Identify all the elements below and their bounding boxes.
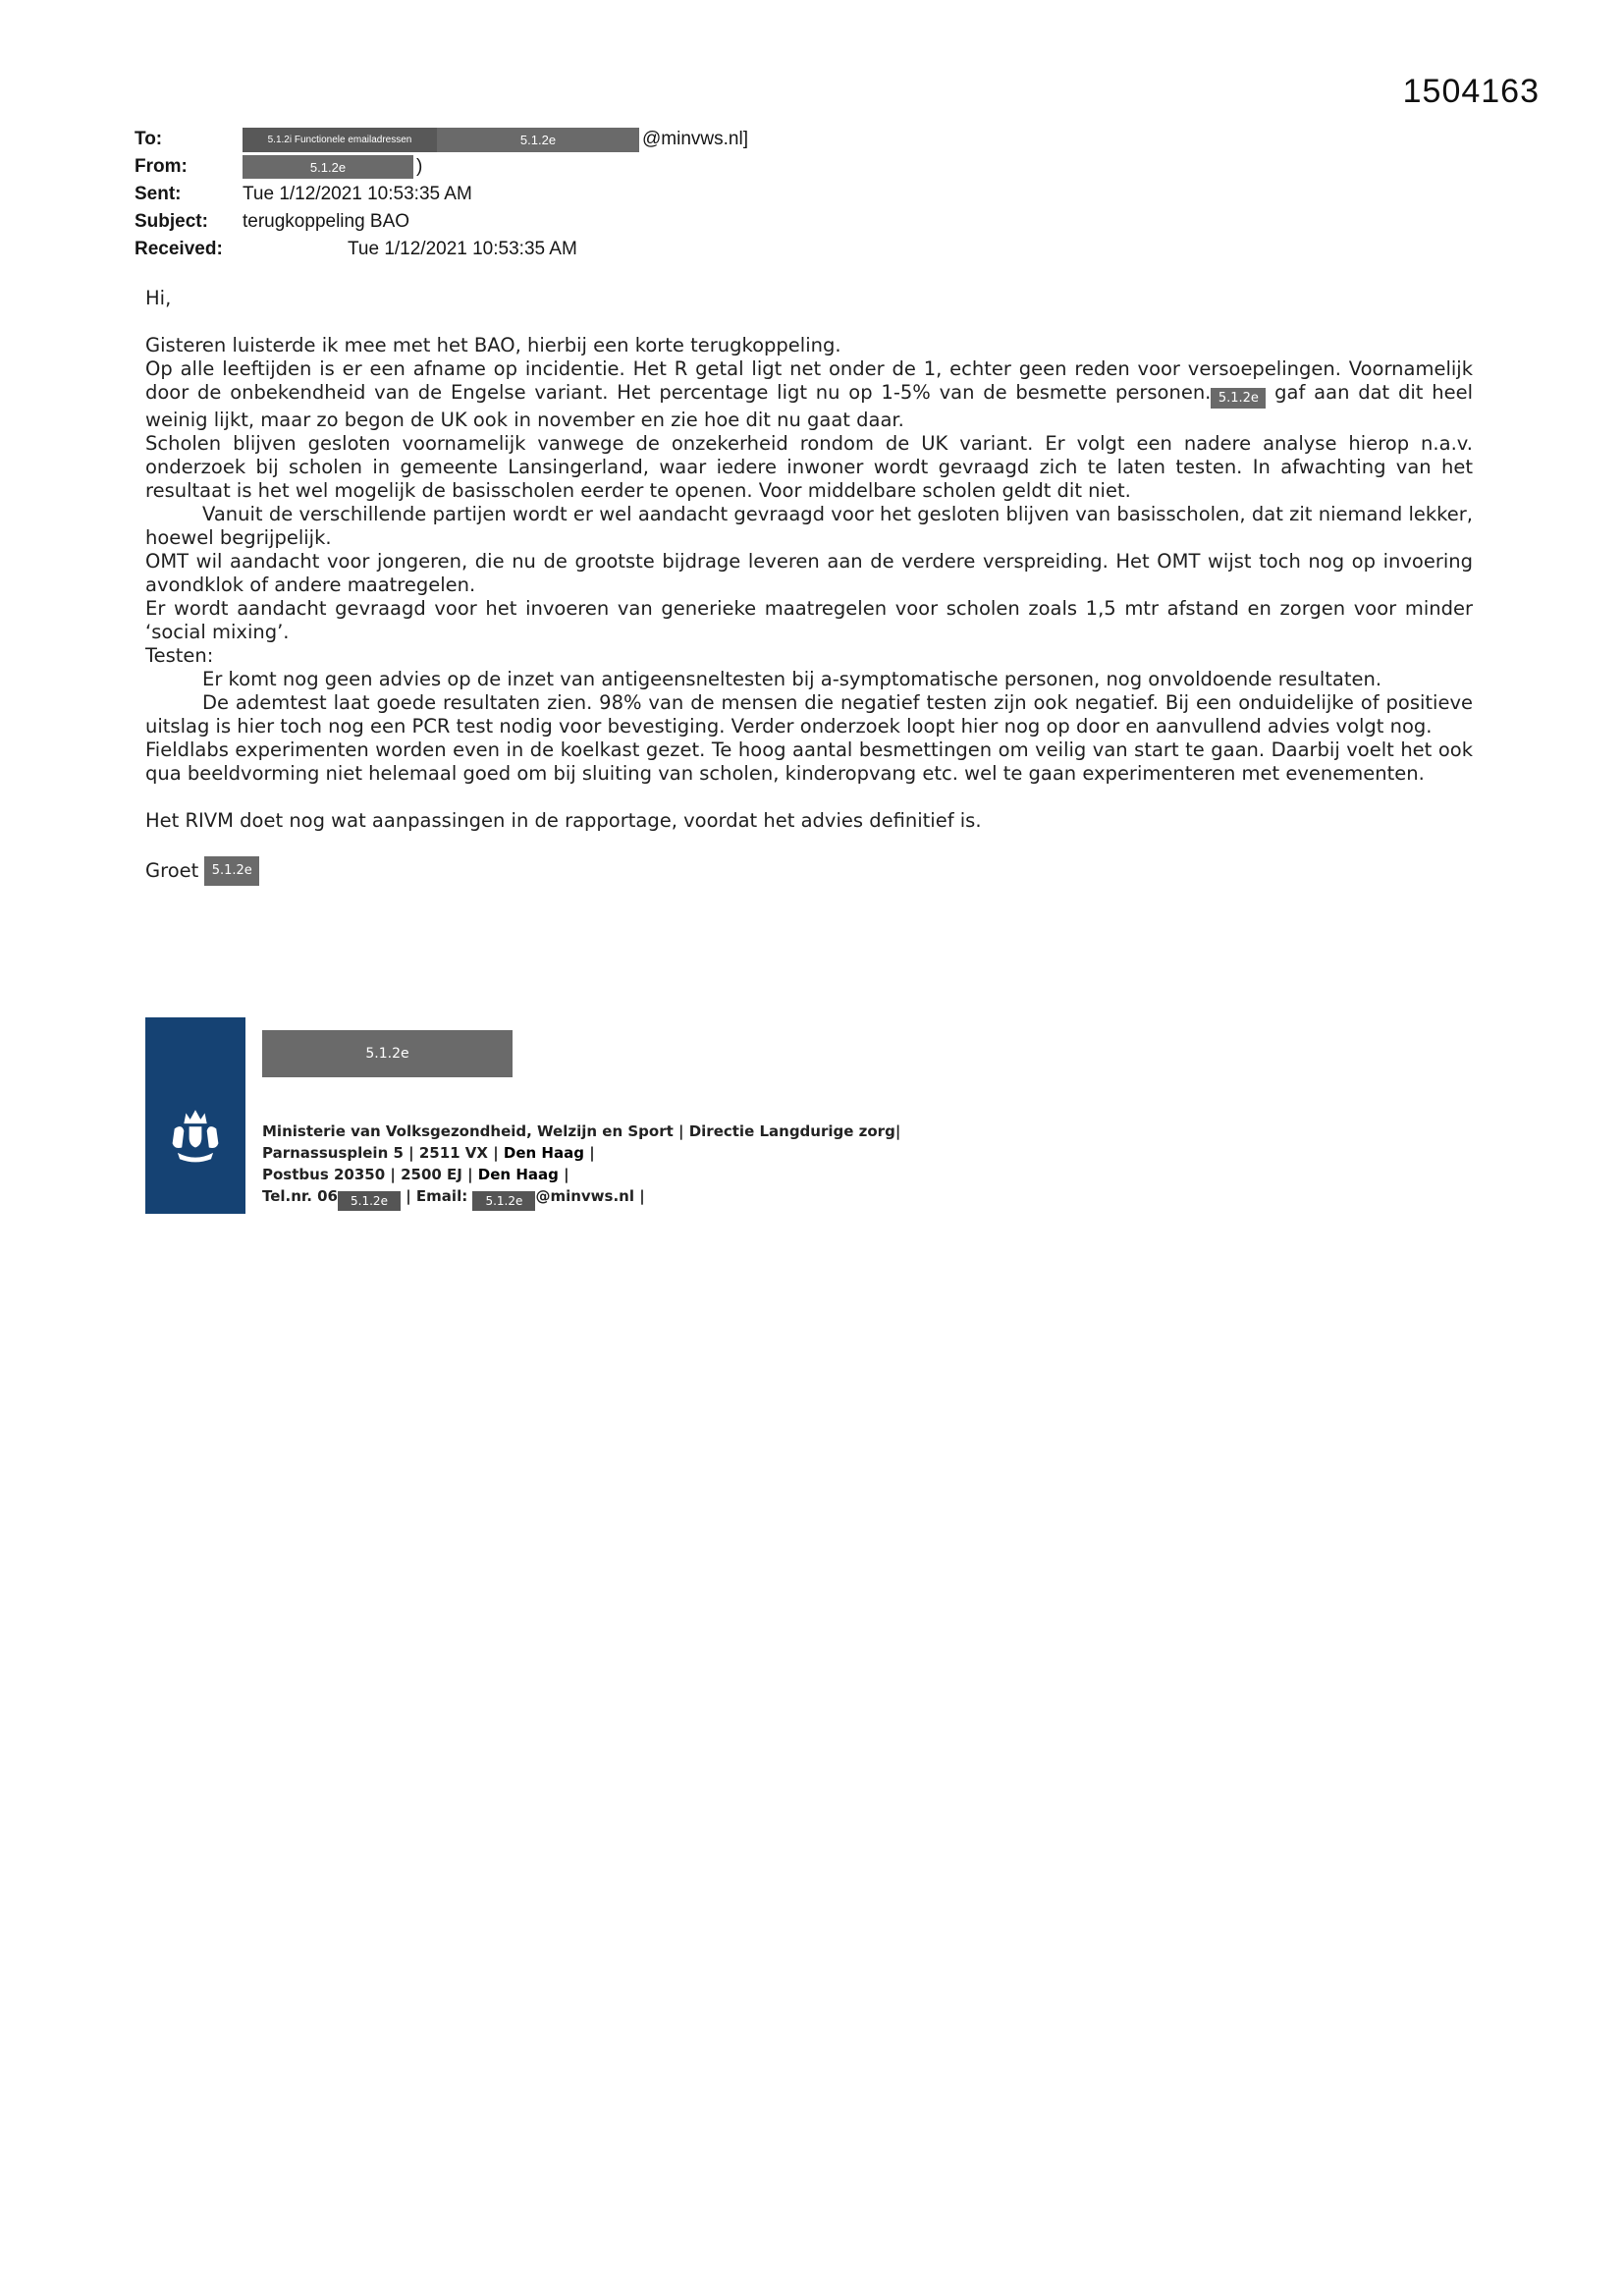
paragraph-10: Het RIVM doet nog wat aanpassingen in de rapportage, voordat het advies definitief is. xyxy=(145,809,982,832)
received-label: Received: xyxy=(135,239,223,259)
redaction-box-closing: 5.1.2e xyxy=(204,856,259,886)
from-value xyxy=(243,155,422,179)
email-suffix: @minvws.nl | xyxy=(535,1187,645,1205)
email-header xyxy=(135,126,748,263)
signature-line-ministry: Ministerie van Volksgezondheid, Welzijn en Sport | Directie Langdurige zorg| xyxy=(262,1122,901,1140)
header-received-row xyxy=(135,236,748,263)
address-end: | xyxy=(583,1144,595,1162)
to-suffix: @minvws.nl] xyxy=(642,129,748,149)
subject-value: terugkoppeling BAO xyxy=(243,211,410,232)
paragraph-1: Gisteren luisterde ik mee met het BAO, hierbij een korte terugkoppeling. xyxy=(145,334,841,356)
blank-line xyxy=(145,310,1473,334)
redaction-box-from: 5.1.2e xyxy=(243,155,413,179)
tel-label: Tel.nr. 06 xyxy=(262,1187,338,1205)
redaction-box-to-2: 5.1.2e xyxy=(437,128,639,152)
redaction-box-inline: 5.1.2e xyxy=(1211,388,1266,409)
signature-line-postbus xyxy=(262,1164,900,1185)
paragraph-7: Er komt nog geen advies op de inzet van antigeensneltesten bij a-symptomatische personen, nog onvoldoende resultaten. xyxy=(202,668,1382,690)
from-suffix: ) xyxy=(416,156,423,177)
paragraph-3: Scholen blijven gesloten voornamelijk vanwege de onzekerheid rondom de UK variant. Er volgt een nadere analyse hierop n.a.v. onderzoek bij scholen in gemeente Lansingerland, waar iedere inwoner wordt gevraagd zich te laten testen. In afwachting van het resultaat is het wel mogelijk de basisscholen eerder te openen. Voor middelbare scholen geldt dit niet. xyxy=(145,432,1473,502)
blank-line xyxy=(145,786,1473,809)
paragraph-6: Er wordt aandacht gevraagd voor het invoeren van generieke maatregelen voor scholen zoals 1,5 mtr afstand en zorgen voor minder ‘social mixing’. xyxy=(145,597,1473,643)
paragraph-2-text-a: Op alle leeftijden is er een afname op incidentie. Het R getal ligt net onder de 1, echter geen reden voor versoepelingen. Voornamelijk door de onbekendheid van de Engelse variant. Het percentage ligt nu op 1-5% van de besmette personen. xyxy=(145,357,1473,404)
sent-label: Sent: xyxy=(135,184,182,204)
postbus-text: Postbus 20350 | 2500 EJ | xyxy=(262,1166,478,1183)
redaction-box-tel: 5.1.2e xyxy=(338,1191,401,1211)
to-value xyxy=(243,128,748,152)
address-city: Den Haag xyxy=(503,1144,584,1162)
header-subject-row xyxy=(135,208,748,236)
signature-line-address xyxy=(262,1142,900,1164)
header-from-row xyxy=(135,153,748,181)
signature-block xyxy=(145,1017,900,1214)
email-body xyxy=(145,287,1473,886)
header-to-row xyxy=(135,126,748,153)
subject-label: Subject: xyxy=(135,211,208,232)
to-label: To: xyxy=(135,129,163,149)
postbus-city: Den Haag xyxy=(477,1166,559,1183)
paragraph-4: Vanuit de verschillende partijen wordt er wel aandacht gevraagd voor het gesloten blijven van basisscholen, dat zit niemand lekker, hoewel begrijpelijk. xyxy=(145,503,1473,549)
signature-line-contact xyxy=(262,1185,900,1211)
redaction-box-email: 5.1.2e xyxy=(472,1191,535,1211)
paragraph-5: OMT wil aandacht voor jongeren, die nu de grootste bijdrage leveren aan de verdere verspreiding. Het OMT wijst toch nog op invoering avondklok of andere maatregelen. xyxy=(145,550,1473,596)
sent-value: Tue 1/12/2021 10:53:35 AM xyxy=(243,184,472,204)
postbus-end: | xyxy=(558,1166,569,1183)
address-street: Parnassusplein 5 | 2511 VX | xyxy=(262,1144,504,1162)
greeting: Hi, xyxy=(145,287,172,309)
paragraph-2 xyxy=(145,357,1473,432)
rijksoverheid-logo xyxy=(145,1017,245,1214)
paragraph-9: Fieldlabs experimenten worden even in de koelkast gezet. Te hoog aantal besmettingen om veilig van start te gaan. Daarbij voelt het ook qua beeldvorming niet helemaal goed om bij sluiting van scholen, kinderopvang etc. wel te gaan experimenteren met evenementen. xyxy=(145,738,1473,785)
redaction-box-signature-name: 5.1.2e xyxy=(262,1030,513,1077)
from-label: From: xyxy=(135,156,188,177)
header-sent-row xyxy=(135,181,748,208)
testen-heading: Testen: xyxy=(145,644,214,667)
received-value: Tue 1/12/2021 10:53:35 AM xyxy=(348,239,577,259)
document-number: 1504163 xyxy=(1402,73,1540,110)
paragraph-2-text-b: gaf aan dat dit heel weinig lijkt, maar zo begon de UK ook in november en zie hoe dit nu gaat daar. xyxy=(145,381,1473,431)
signature-lines xyxy=(262,1121,900,1211)
redaction-box-to-1: 5.1.2i Functionele emailadressen xyxy=(243,128,437,152)
closing-row xyxy=(145,856,1473,886)
signature-details xyxy=(262,1017,900,1214)
email-label: | Email: xyxy=(401,1187,473,1205)
closing-text: Groet xyxy=(145,859,199,882)
paragraph-8: De ademtest laat goede resultaten zien. 98% van de mensen die negatief testen zijn ook negatief. Bij een onduidelijke of positieve uitslag is hier toch nog een PCR test nodig voor bevestiging. Verder onderzoek loopt hier nog op door en aanvullend advies volgt nog. xyxy=(145,691,1473,738)
